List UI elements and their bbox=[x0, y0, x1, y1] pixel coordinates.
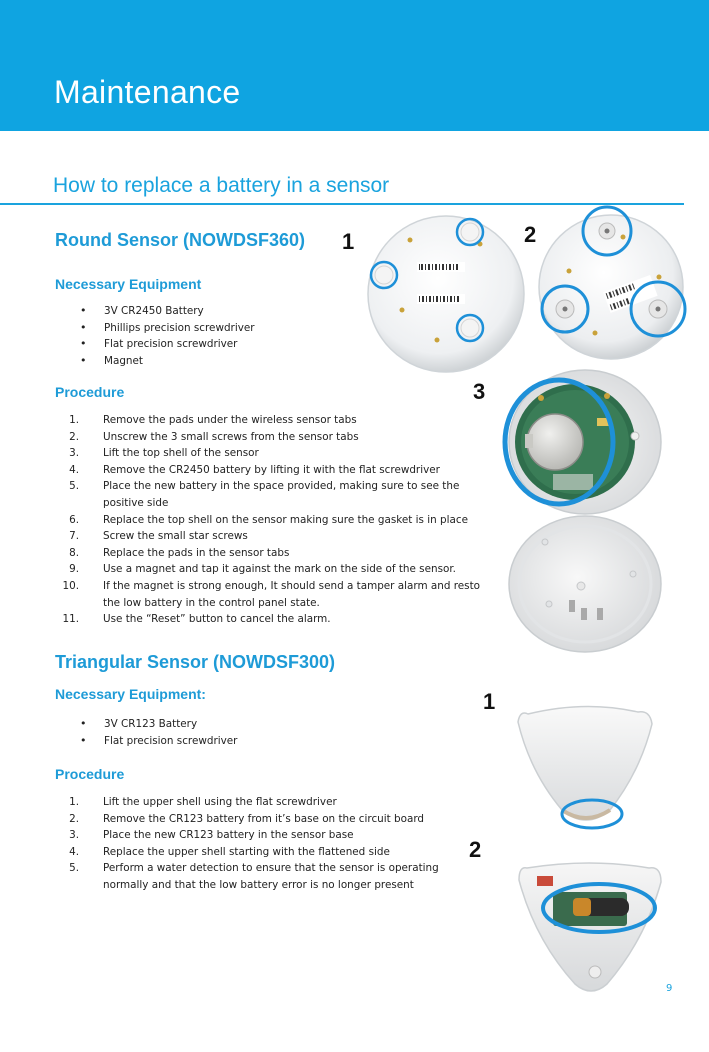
round-figure-label-3: 3 bbox=[473, 379, 486, 404]
triangular-sensor-battery-photo bbox=[515, 860, 665, 1000]
round-figure-label-2: 2 bbox=[524, 222, 537, 247]
step-text-line: Place the new CR123 battery in the sensor base bbox=[103, 829, 354, 842]
procedure-step bbox=[55, 478, 495, 511]
equipment-item: • Flat precision screwdriver bbox=[80, 336, 255, 353]
step-text bbox=[79, 545, 289, 562]
round-procedure-heading: Procedure bbox=[55, 384, 125, 400]
step-number: 7. bbox=[69, 530, 79, 543]
step-number: 3. bbox=[69, 447, 79, 460]
step-number: 10. bbox=[62, 579, 79, 592]
procedure-step bbox=[55, 429, 495, 446]
round-sensor-shell-photo bbox=[505, 512, 665, 652]
triangular-equipment-heading: Necessary Equipment: bbox=[55, 686, 206, 702]
procedure-step bbox=[55, 412, 495, 429]
step-text-line: the low battery in the control panel state. bbox=[103, 596, 320, 609]
step-text-line: Remove the pads under the wireless sensor tabs bbox=[103, 414, 357, 426]
round-figure-label-1: 1 bbox=[342, 229, 355, 254]
procedure-step bbox=[55, 827, 455, 844]
step-number: 4. bbox=[69, 845, 79, 858]
step-text-line: If the magnet is strong enough, It should send a tamper alarm and resto bbox=[103, 579, 481, 592]
equipment-item: • Magnet bbox=[80, 353, 255, 370]
section-title: How to replace a battery in a sensor bbox=[53, 174, 390, 197]
step-text bbox=[79, 611, 331, 628]
triangular-equipment-list bbox=[80, 716, 237, 749]
procedure-step bbox=[55, 811, 455, 828]
procedure-step bbox=[55, 545, 495, 562]
step-number: 2. bbox=[69, 430, 79, 443]
round-sensor-screws-photo bbox=[535, 205, 695, 365]
step-text bbox=[79, 412, 357, 429]
equipment-item: • Phillips precision screwdriver bbox=[80, 320, 255, 337]
step-text-line: Lift the upper shell using the flat screwdriver bbox=[103, 796, 337, 808]
step-number: 2. bbox=[69, 812, 79, 825]
step-text bbox=[79, 844, 390, 861]
procedure-step bbox=[55, 445, 495, 462]
procedure-step bbox=[55, 860, 455, 893]
step-text-line: Remove the CR123 battery from it’s base on the circuit board bbox=[103, 812, 425, 825]
round-equipment-list bbox=[80, 303, 255, 369]
step-text-line: Screw the small star screws bbox=[103, 530, 248, 543]
step-number: 8. bbox=[69, 546, 79, 559]
page-title: Maintenance bbox=[54, 74, 241, 110]
round-sensor-battery-photo bbox=[495, 368, 665, 516]
procedure-step bbox=[55, 611, 495, 628]
step-number: 1. bbox=[69, 414, 79, 426]
step-text bbox=[79, 827, 354, 844]
triangular-procedure-list bbox=[55, 794, 455, 894]
step-text-line: Lift the top shell of the sensor bbox=[103, 447, 259, 460]
step-text bbox=[79, 462, 440, 479]
step-text-line: Replace the top shell on the sensor making sure the gasket is in place bbox=[103, 513, 468, 526]
equipment-item: • 3V CR2450 Battery bbox=[80, 303, 255, 320]
step-number: 3. bbox=[69, 829, 79, 842]
step-text bbox=[79, 429, 359, 446]
step-text-line: Place the new battery in the space provided, making sure to see the bbox=[103, 480, 460, 493]
procedure-step bbox=[55, 512, 495, 529]
step-number: 11. bbox=[62, 613, 79, 626]
step-text-line: Perform a water detection to ensure that the sensor is operating bbox=[103, 862, 439, 875]
procedure-step bbox=[55, 844, 455, 861]
round-equipment-heading: Necessary Equipment bbox=[55, 276, 202, 292]
step-text-line: Use the “Reset” button to cancel the alarm. bbox=[103, 613, 331, 626]
step-number: 5. bbox=[69, 480, 79, 493]
step-text-line: positive side bbox=[103, 496, 169, 509]
procedure-step bbox=[55, 528, 495, 545]
page-header bbox=[0, 0, 709, 131]
procedure-step bbox=[55, 561, 495, 578]
step-text bbox=[79, 512, 468, 529]
round-sensor-pads-photo bbox=[362, 210, 527, 375]
step-text bbox=[79, 561, 456, 578]
step-text-line: Unscrew the 3 small screws from the sensor tabs bbox=[103, 430, 359, 443]
equipment-item: • Flat precision screwdriver bbox=[80, 733, 237, 750]
step-number: 6. bbox=[69, 513, 79, 526]
step-text bbox=[79, 794, 337, 811]
procedure-step bbox=[55, 462, 495, 479]
step-text-line: Replace the pads in the sensor tabs bbox=[103, 546, 290, 559]
step-text-line: normally and that the low battery error is no longer present bbox=[103, 878, 414, 891]
step-number: 4. bbox=[69, 463, 79, 476]
procedure-step bbox=[55, 578, 495, 611]
step-text bbox=[79, 478, 459, 511]
step-text-line: Replace the upper shell starting with the flattened side bbox=[103, 845, 390, 858]
step-text bbox=[79, 860, 439, 893]
round-procedure-list bbox=[55, 412, 495, 628]
step-number: 1. bbox=[69, 796, 79, 808]
page-number: 9 bbox=[666, 983, 673, 994]
triangular-figure-label-2: 2 bbox=[469, 837, 482, 862]
equipment-item: • 3V CR123 Battery bbox=[80, 716, 237, 733]
triangular-sensor-photo bbox=[510, 702, 660, 832]
step-text bbox=[79, 578, 480, 611]
step-text-line: Remove the CR2450 battery by lifting it with the flat screwdriver bbox=[103, 463, 440, 476]
round-sensor-title: Round Sensor (NOWDSF360) bbox=[55, 230, 306, 250]
step-number: 9. bbox=[69, 563, 79, 576]
step-text bbox=[79, 528, 248, 545]
triangular-procedure-heading: Procedure bbox=[55, 766, 125, 782]
triangular-sensor-title: Triangular Sensor (NOWDSF300) bbox=[55, 652, 336, 672]
step-text bbox=[79, 811, 424, 828]
step-text bbox=[79, 445, 259, 462]
procedure-step bbox=[55, 794, 455, 811]
step-number: 5. bbox=[69, 862, 79, 875]
triangular-figure-label-1: 1 bbox=[483, 689, 496, 714]
step-text-line: Use a magnet and tap it against the mark on the side of the sensor. bbox=[103, 563, 456, 576]
